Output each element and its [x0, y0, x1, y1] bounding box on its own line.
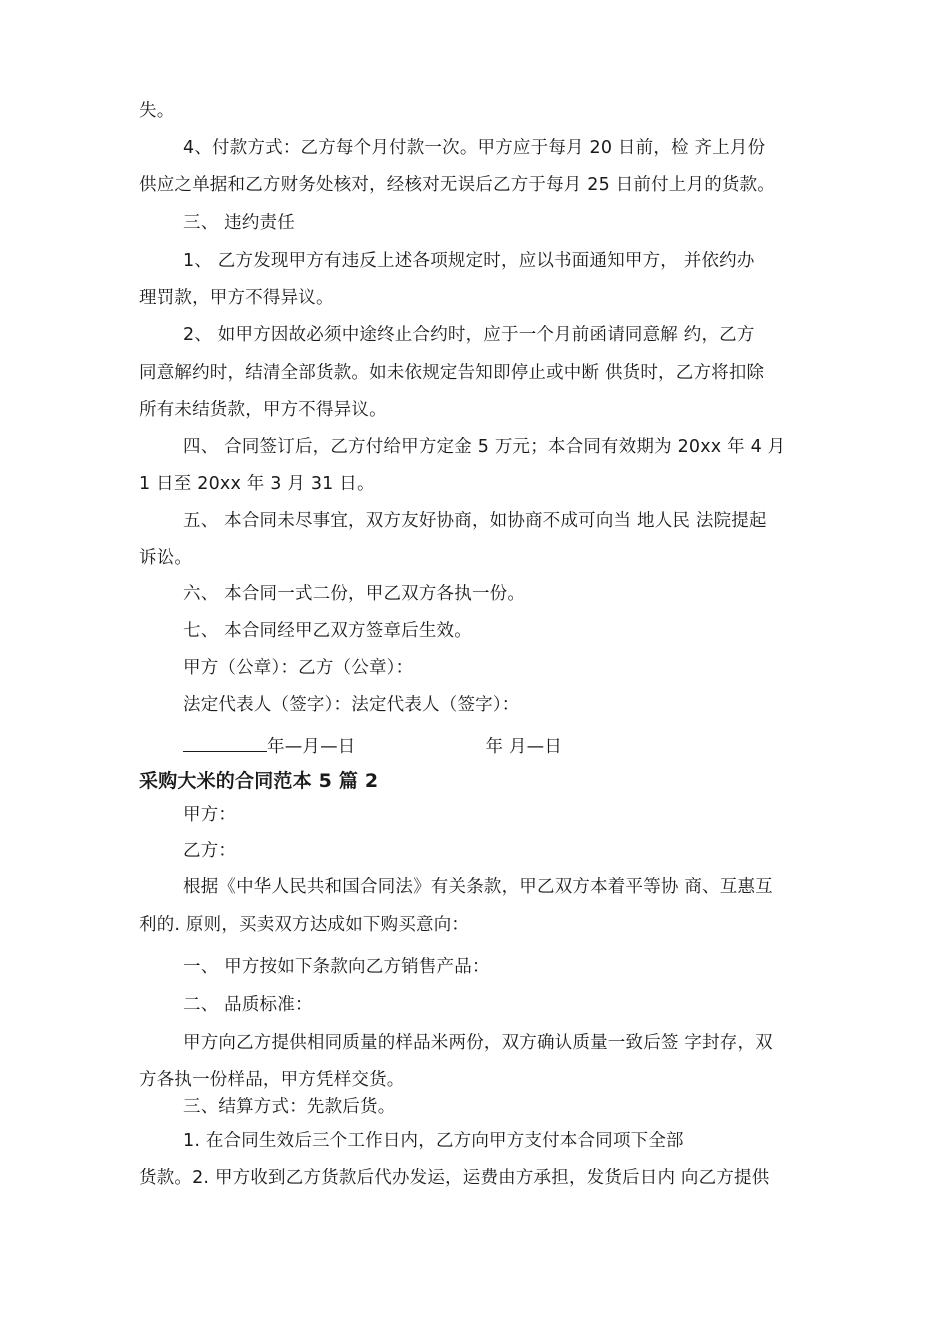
text-line: 1. 在合同生效后三个工作日内，乙方向甲方支付本合同项下全部 [183, 1131, 684, 1151]
text-line: 方各执一份样品，甲方凭样交货。 [139, 1070, 405, 1090]
text-line: 货款。2. 甲方收到乙方货款后代办发运，运费由方承担，发货后日内 向乙方提供 [139, 1168, 770, 1188]
date-left: 年—月—日 [267, 737, 356, 757]
text-line: 利的. 原则，买卖双方达成如下购买意向： [139, 915, 470, 935]
text-line: 同意解约时，结清全部货款。如未依规定告知即停止或中断 供货时，乙方将扣除 [139, 363, 765, 383]
text-line: 供应之单据和乙方财务处核对，经核对无误后乙方于每月 25 日前付上月的货款。 [139, 175, 775, 195]
text-line: 四、 合同签订后，乙方付给甲方定金 5 万元；本合同有效期为 20xx 年 4 月 [183, 437, 786, 457]
text-line: 甲方： [183, 805, 237, 825]
text-line: 法定代表人（签字）：法定代表人（签字）： [183, 695, 520, 715]
text-line: 2、 如甲方因故必须中途终止合约时，应于一个月前函请同意解 约，乙方 [183, 325, 755, 345]
text-line: 二、 品质标准： [183, 995, 313, 1015]
text-line: 诉讼。 [139, 548, 193, 568]
text-line: 乙方： [183, 841, 237, 861]
signature-date-line [183, 733, 829, 760]
date-blank [183, 733, 267, 752]
text-line: 五、 本合同未尽事宜，双方友好协商，如协商不成可向当 地人民 法院提起 [183, 511, 767, 531]
text-line: 七、 本合同经甲乙双方签章后生效。 [183, 621, 472, 641]
text-line: 1 日至 20xx 年 3 月 31 日。 [139, 474, 375, 494]
text-line: 六、 本合同一式二份，甲乙双方各执一份。 [183, 584, 526, 604]
text-line: 4、付款方式：乙方每个月付款一次。甲方应于每月 20 日前，检 齐上月份 [183, 138, 766, 158]
text-line: 所有未结货款，甲方不得异议。 [139, 400, 387, 420]
text-line: 一、 甲方按如下条款向乙方销售产品： [183, 957, 490, 977]
text-line: 甲方向乙方提供相同质量的样品米两份，双方确认质量一致后签 字封存，双 [183, 1033, 773, 1053]
text-line: 失。 [139, 101, 175, 121]
text-line: 甲方（公章）：乙方（公章）： [183, 658, 414, 678]
text-line: 三、结算方式：先款后货。 [183, 1097, 396, 1117]
text-line: 1、 乙方发现甲方有违反上述各项规定时，应以书面通知甲方， 并依约办 [183, 251, 755, 271]
date-right: 年 月—日 [485, 737, 563, 757]
text-line: 根据《中华人民共和国合同法》有关条款，甲乙双方本着平等协 商、互惠互 [183, 877, 773, 897]
text-line: 理罚款，甲方不得异议。 [139, 288, 334, 308]
section-heading: 采购大米的合同范本 5 篇 2 [139, 770, 379, 792]
text-line: 三、 违约责任 [183, 213, 295, 233]
